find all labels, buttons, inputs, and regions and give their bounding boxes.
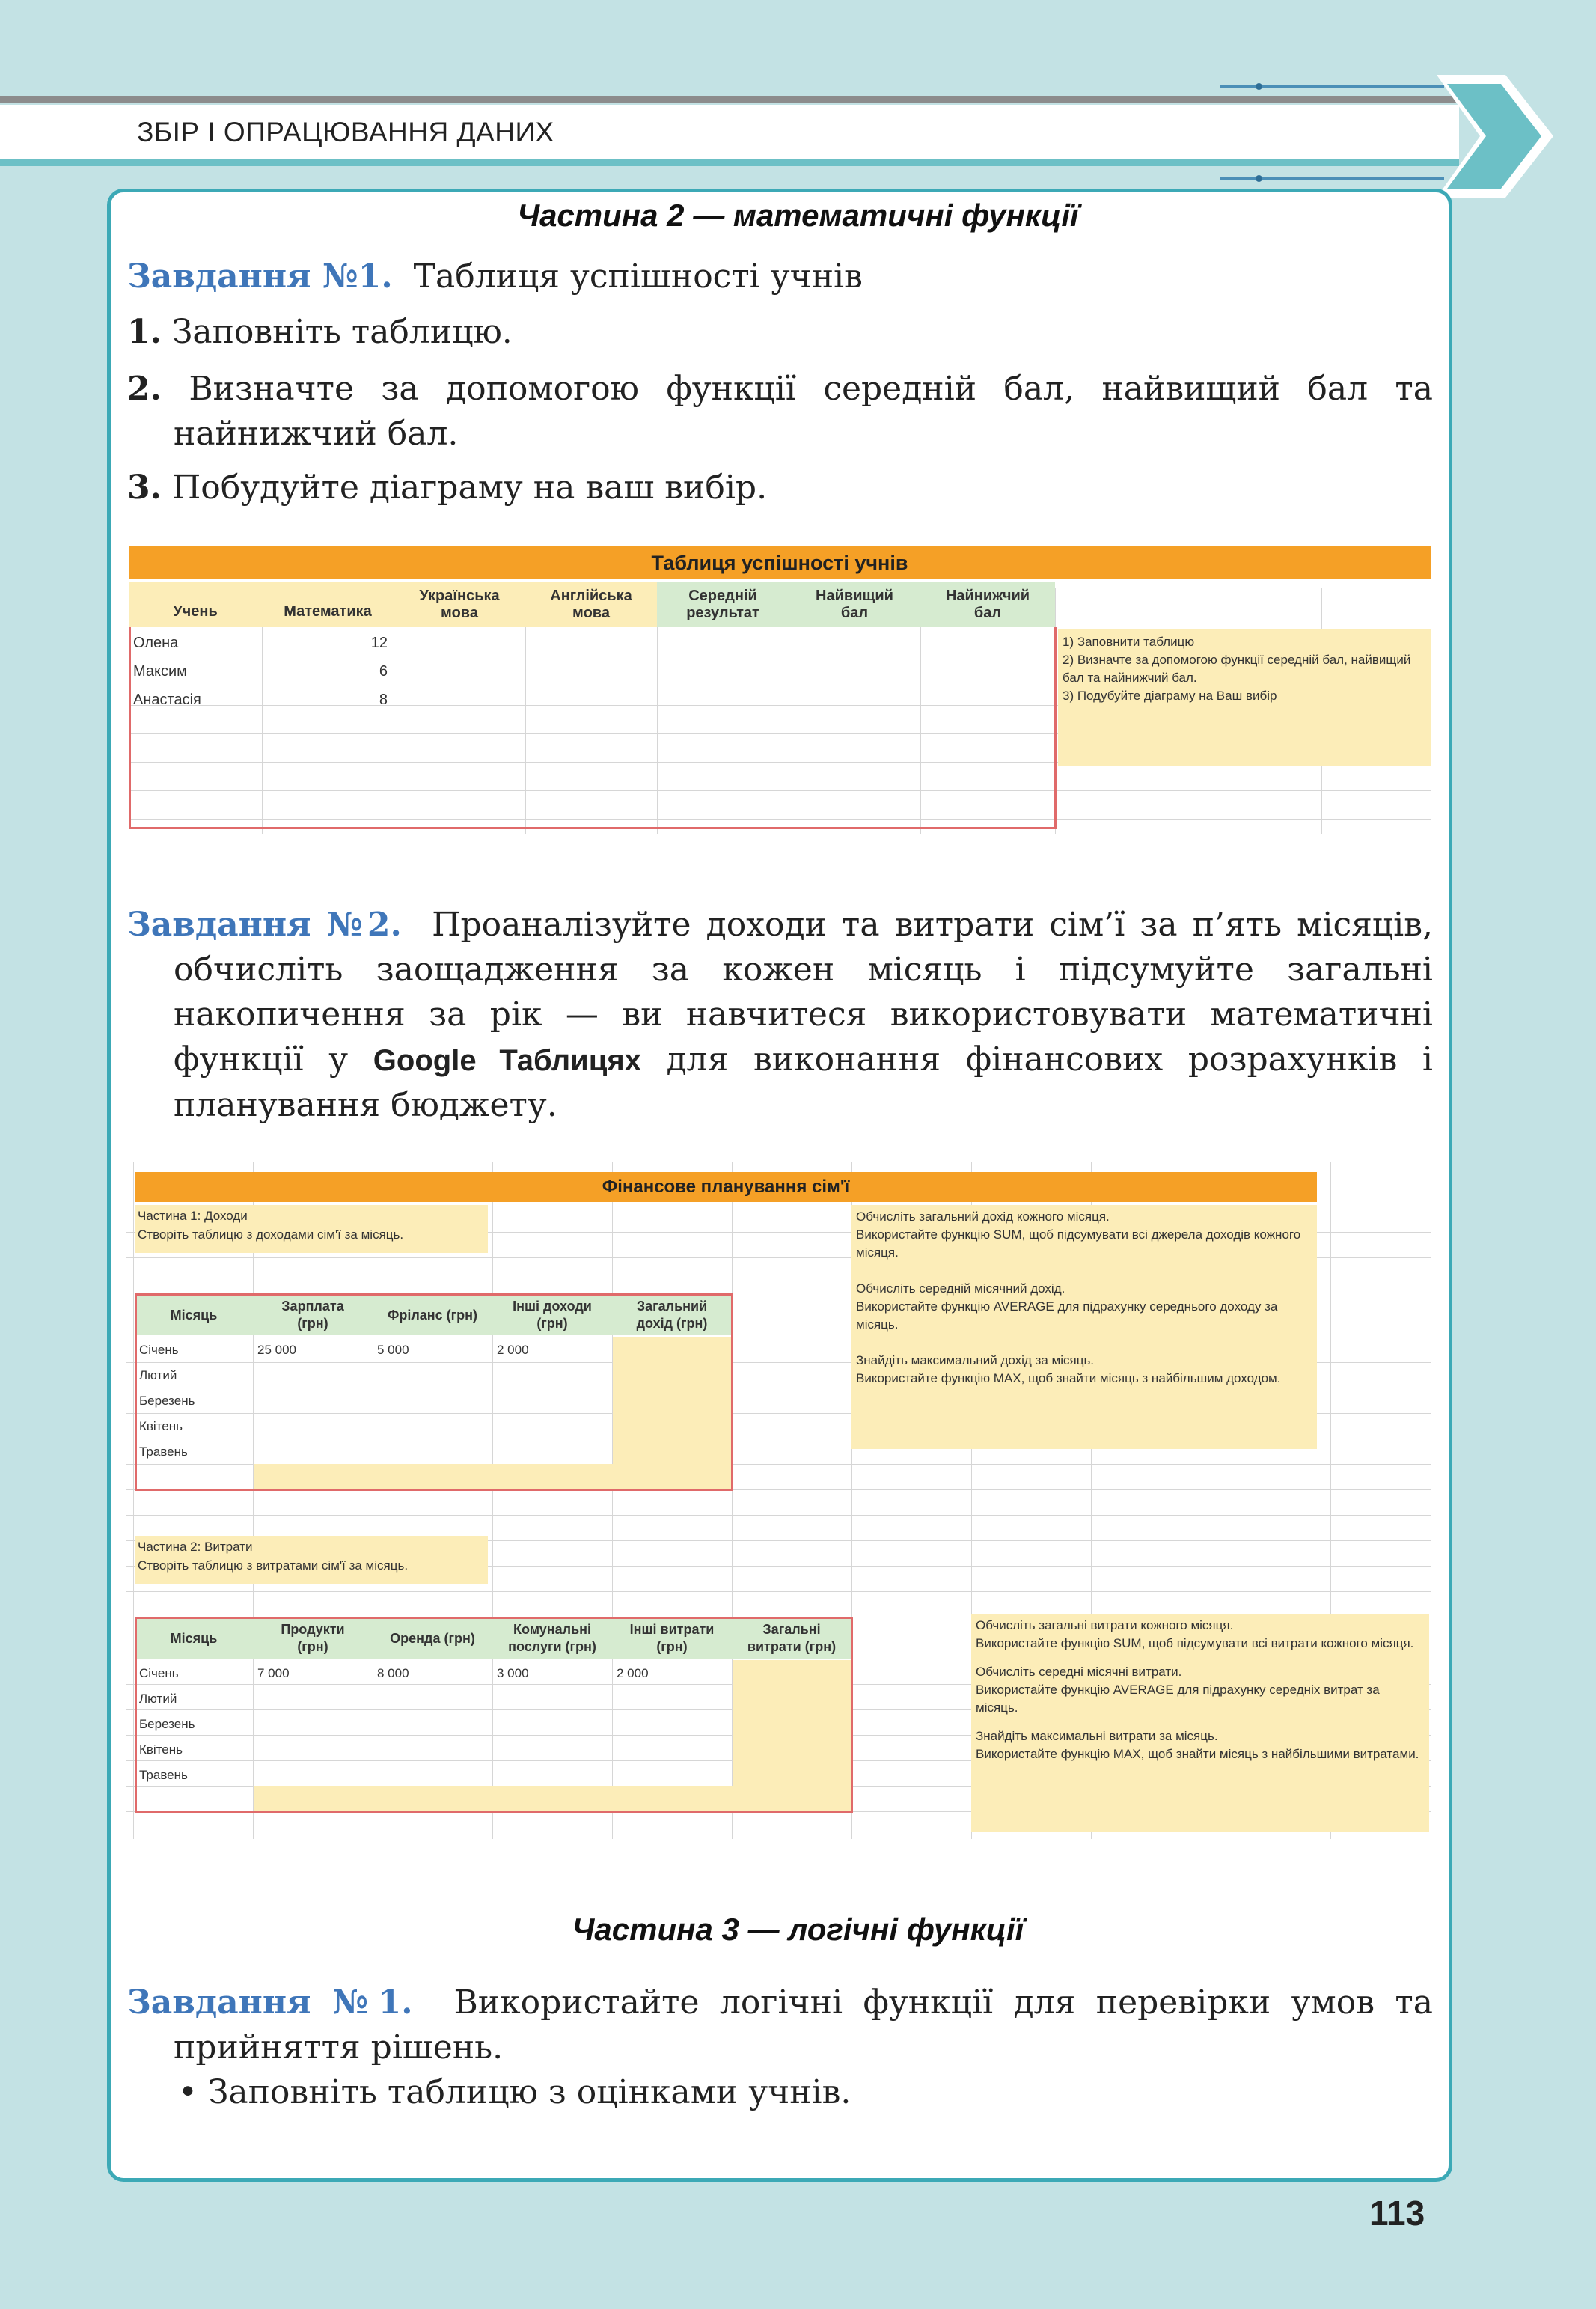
table-cell-value: 8	[379, 692, 388, 708]
col-header: Середній результат	[657, 582, 789, 627]
heading-line: Створіть таблицю з витратами сім'ї за місяць.	[138, 1558, 409, 1573]
task1-item-3	[127, 466, 1433, 510]
heading-line: Частина 1: Доходи	[138, 1209, 248, 1223]
col-header: Учень	[129, 582, 262, 627]
task-label: Завдання №2.	[127, 906, 402, 944]
month-cell: Березень	[139, 1717, 195, 1731]
note-line: Знайдіть максимальні витрати за місяць.	[976, 1729, 1218, 1743]
month-cell: Травень	[139, 1768, 188, 1782]
month-cell: Лютий	[139, 1368, 177, 1382]
col-header: Математика	[262, 582, 394, 627]
item-number: 1.	[127, 313, 162, 351]
expense-col-header: Комунальні послуги (грн)	[492, 1618, 612, 1659]
sheet-family-finance	[126, 1162, 1431, 1839]
table-cell-value: 12	[370, 635, 388, 651]
value-cell: 5 000	[377, 1343, 409, 1357]
note-line: Використайте функцію MAX, щоб знайти місяць з найбільшим доходом.	[856, 1371, 1281, 1385]
table-cell-name: Максим	[133, 663, 187, 680]
expense-col-header: Загальні витрати (грн)	[732, 1618, 851, 1659]
expenses-heading	[135, 1536, 488, 1584]
table-red-border	[129, 627, 1057, 829]
note-line: Використайте функцію MAX, щоб знайти місяць з найбільшими витратами.	[976, 1747, 1419, 1761]
sheet1-instructions	[1058, 629, 1431, 766]
item-number: 3.	[127, 469, 162, 507]
value-cell: 8 000	[377, 1666, 409, 1680]
col-header: Найвищий бал	[789, 582, 920, 627]
income-col-header: Зарплата (грн)	[253, 1295, 373, 1335]
item-text: Визначте за допомогою функції середній бал, найвищий бал та найнижчий бал.	[174, 370, 1433, 453]
sheet1-title: Таблиця успішності учнів	[129, 546, 1431, 579]
income-col-header: Загальний дохід (грн)	[612, 1295, 732, 1335]
note-line: 3) Подубуйте діаграму на Ваш вибір	[1063, 689, 1277, 703]
table-cell-value: 6	[379, 663, 388, 680]
note-line: Обчисліть середній місячний дохід.	[856, 1281, 1065, 1296]
task1-item-2	[127, 367, 1433, 457]
heading-line: Частина 2: Витрати	[138, 1540, 253, 1554]
expense-col-header: Оренда (грн)	[373, 1618, 492, 1659]
month-cell: Березень	[139, 1394, 195, 1408]
col-header: Найнижчий бал	[920, 582, 1055, 627]
header-section-title: ЗБІР І ОПРАЦЮВАННЯ ДАНИХ	[137, 117, 554, 147]
item-number: 2.	[127, 370, 162, 408]
page-number: 113	[1369, 2194, 1425, 2233]
item-text: Побудуйте діаграму на ваш вибір.	[171, 469, 768, 507]
income-table-border	[135, 1293, 733, 1491]
month-cell: Квітень	[139, 1742, 183, 1757]
expense-col-header: Місяць	[135, 1618, 253, 1659]
google-sheets-brand: Google Таблицях	[373, 1044, 641, 1077]
income-heading	[135, 1205, 488, 1253]
note-line: Використайте функцію AVERAGE для підрахунку середнього доходу за місяць.	[856, 1299, 1278, 1332]
month-cell: Січень	[139, 1666, 179, 1680]
bullet-icon: •	[178, 2073, 198, 2111]
task1-heading	[127, 254, 1433, 299]
task-text: Використайте логічні функції для перевірки умов та прийняття рішень.	[174, 1983, 1433, 2066]
note-line: Обчисліть середні місячні витрати.	[976, 1665, 1182, 1679]
income-instructions	[851, 1205, 1317, 1449]
month-cell: Травень	[139, 1445, 188, 1459]
sheet2-title: Фінансове планування сім'ї	[135, 1172, 1317, 1202]
part2-title: Частина 2 — математичні функції	[517, 198, 1079, 233]
header-top-line	[0, 96, 1459, 103]
part3-bullet-item	[178, 2070, 1375, 2115]
income-col-header: Інші доходи (грн)	[492, 1295, 612, 1335]
deco-line	[1220, 177, 1444, 180]
note-line: Знайдіть максимальний дохід за місяць.	[856, 1353, 1095, 1367]
part3-task1	[127, 1980, 1433, 2070]
month-cell: Лютий	[139, 1692, 177, 1706]
deco-dot	[1256, 83, 1262, 90]
month-cell: Квітень	[139, 1419, 183, 1433]
note-line: 2) Визначте за допомогою функції середній бал, найвищий бал та найнижчий бал.	[1063, 653, 1411, 685]
note-line: 1) Заповнити таблицю	[1063, 635, 1195, 649]
expense-col-header: Інші витрати (грн)	[612, 1618, 732, 1659]
table-cell-name: Анастасія	[133, 692, 201, 708]
task-label: Завдання №1.	[127, 257, 393, 296]
deco-line	[1220, 85, 1444, 88]
table-cell-name: Олена	[133, 635, 179, 651]
item-text: Заповніть таблицю.	[171, 313, 513, 351]
note-line: Обчисліть загальний дохід кожного місяця.	[856, 1210, 1110, 1224]
task-text: Таблиця успішності учнів	[413, 257, 863, 296]
task-text: для виконання фінансових розрахунків і планування бюджету.	[174, 1040, 1433, 1124]
deco-dot	[1256, 175, 1262, 182]
expense-table-border	[135, 1617, 853, 1813]
expense-col-header: Продукти (грн)	[253, 1618, 373, 1659]
col-header: Українська мова	[394, 582, 525, 627]
month-cell: Січень	[139, 1343, 179, 1357]
income-col-header: Фріланс (грн)	[373, 1295, 492, 1335]
sheet-performance-table	[129, 546, 1431, 834]
part3-title: Частина 3 — логічні функції	[572, 1912, 1024, 1947]
task-label: Завдання №1.	[127, 1983, 413, 2022]
value-cell: 25 000	[257, 1343, 296, 1357]
note-line: Обчисліть загальні витрати кожного місяця.	[976, 1618, 1234, 1632]
value-cell: 2 000	[617, 1666, 649, 1680]
heading-line: Створіть таблицю з доходами сім'ї за місяць.	[138, 1227, 404, 1242]
expenses-instructions	[971, 1614, 1429, 1832]
value-cell: 2 000	[497, 1343, 529, 1357]
header-arrow-icon	[1437, 72, 1556, 201]
bullet-text: Заповніть таблицю з оцінками учнів.	[207, 2073, 851, 2111]
value-cell: 3 000	[497, 1666, 529, 1680]
note-line: Використайте функцію SUM, щоб підсумувати всі витрати кожного місяця.	[976, 1636, 1414, 1650]
task1-item-1	[127, 310, 1433, 355]
col-header: Англійська мова	[525, 582, 657, 627]
note-line: Використайте функцію AVERAGE для підрахунку середніх витрат за місяць.	[976, 1683, 1380, 1715]
task-text: Проаналізуйте доходи та витрати сім’ї за п’ять місяців, обчисліть заощадження за кожен місяць і підсумуйте загальні накопичення за рік — ви навчитеся використовувати математичні функції у	[174, 906, 1433, 1079]
note-line: Використайте функцію SUM, щоб підсумувати всі джерела доходів кожного місяця.	[856, 1227, 1301, 1260]
income-col-header: Місяць	[135, 1295, 253, 1335]
value-cell: 7 000	[257, 1666, 290, 1680]
task2-paragraph	[127, 903, 1433, 1128]
